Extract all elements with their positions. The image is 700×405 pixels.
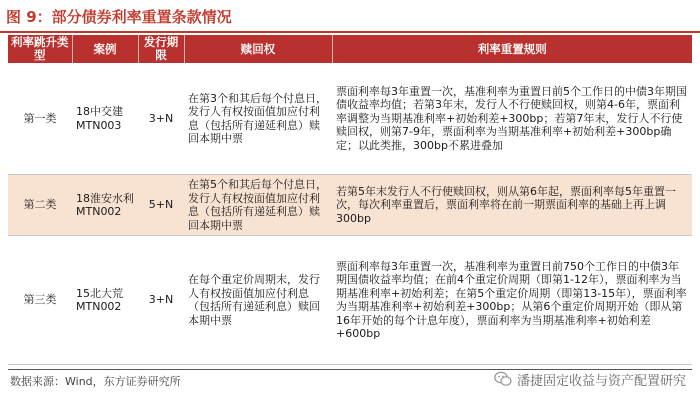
source-note: 数据来源：Wind，东方证券研究所 (10, 375, 181, 388)
cell-type: 第二类 (8, 175, 72, 236)
cell-rules: 若第5年末发行人不行使赎回权，则从第6年起，票面利率每5年重置一次，每次利率重置后，票面利率将在前一期票面利率的基础上再上调300bp (332, 175, 692, 236)
cell-redemption: 在第3个和其后每个付息日，发行人有权按面值加应付利息（包括所有递延利息）赎回本期中票 (184, 63, 332, 175)
rate-reset-table (8, 35, 692, 365)
table-row (8, 63, 692, 175)
cell-case: 15北大荒MTN002 (72, 236, 138, 365)
cell-term: 3+N (138, 236, 184, 365)
cell-redemption: 在每个重定价周期末，发行人有权按面值加应付利息（包括所有递延利息）赎回本期中票 (184, 236, 332, 365)
table-row (8, 175, 692, 236)
cell-redemption: 在第5个和其后每个付息日，发行人有权按面值加应付利息（包括所有递延利息）赎回本期中票 (184, 175, 332, 236)
table-header-row (8, 35, 692, 63)
cell-term: 5+N (138, 175, 184, 236)
header-case: 案例 (72, 35, 138, 63)
table-row (8, 236, 692, 365)
figure-title: 图 9：部分债券利率重置条款情况 (6, 8, 232, 26)
header-reset-rules: 利率重置规则 (332, 35, 692, 63)
cell-type: 第三类 (8, 236, 72, 365)
cell-rules: 票面利率每3年重置一次，基准利率为重置日前750个工作日的中债3年期国债收益率均值；在前4个重定价周期（即第1-12年），票面利率为当期基准利率+初始利差；在第5个重定价周期（即第13-15年），票面利率为当期基准利率+初始利差+300bp；从第6个重定价周期开始（即从第16年开始的每个计息年度），票面利率为当期基准利率+初始利差+600bp (332, 236, 692, 365)
watermark (494, 368, 686, 390)
watermark-text: 潘捷固定收益与资产配置研究 (516, 373, 686, 389)
cell-term: 3+N (138, 63, 184, 175)
cell-rules: 票面利率每3年重置一次，基准利率为重置日前5个工作日的中债3年期国债收益率均值；若第3年末，发行人不行使赎回权，则第4-6年，票面利率调整为当期基准利率+初始利差+300bp；若第7年末，发行人不行使赎回权，则第7-9年，票面利率为当期基准利率+初始利差+300bp确定；以此类推，300bp不累进叠加 (332, 63, 692, 175)
header-redemption: 赎回权 (184, 35, 332, 63)
header-rate-jump-type: 利率跳升类型 (8, 35, 72, 63)
header-term: 发行期限 (138, 35, 184, 63)
wechat-icon (494, 371, 512, 387)
title-divider (0, 31, 700, 33)
cell-case: 18中交建MTN003 (72, 63, 138, 175)
cell-case: 18淮安水利MTN002 (72, 175, 138, 236)
cell-type: 第一类 (8, 63, 72, 175)
